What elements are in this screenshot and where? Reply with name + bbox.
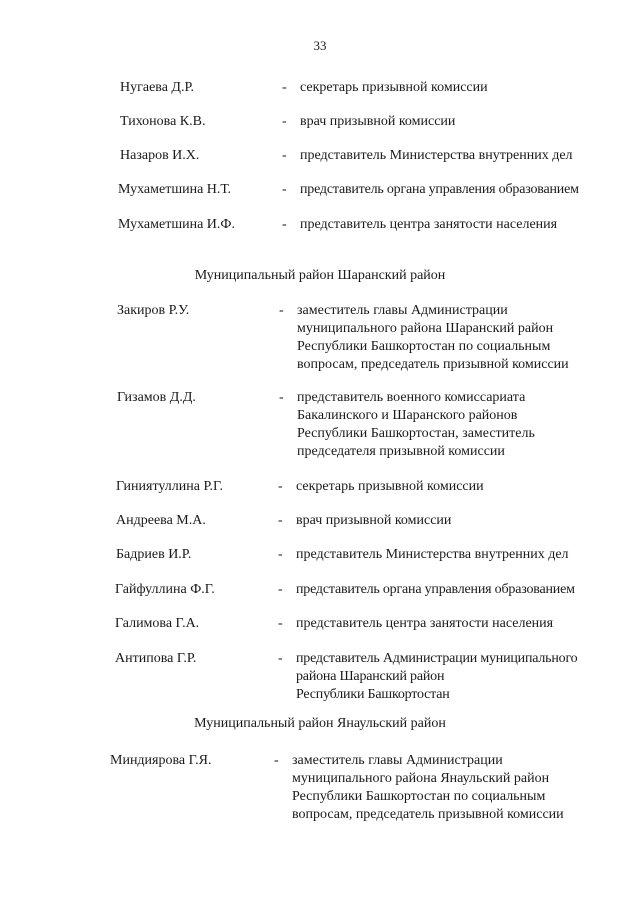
member-role: представитель Министерства внутренних дел xyxy=(296,547,569,562)
dash-separator: - xyxy=(282,114,287,129)
member-role: секретарь призывной комиссии xyxy=(296,479,484,494)
member-name: Андреева М.А. xyxy=(116,513,206,528)
dash-separator: - xyxy=(282,182,287,197)
member-name: Гайфуллина Ф.Г. xyxy=(115,582,215,597)
member-name: Гиниятуллина Р.Г. xyxy=(116,479,224,494)
member-role: представитель центра занятости населения xyxy=(296,616,554,631)
member-name: Тихонова К.В. xyxy=(120,114,206,129)
member-name: Мухаметшина Н.Т. xyxy=(118,182,232,197)
dash-separator: - xyxy=(282,217,287,232)
member-role: врач призывной комиссии xyxy=(296,513,452,528)
member-name: Закиров Р.У. xyxy=(117,303,190,318)
member-role: представитель Министерства внутренних дел xyxy=(300,148,573,163)
section-title-sharan: Муниципальный район Шаранский район xyxy=(194,268,446,283)
dash-separator: - xyxy=(278,547,283,562)
member-role: представитель органа управления образованием xyxy=(296,582,575,597)
dash-separator: - xyxy=(274,753,279,768)
dash-separator: - xyxy=(279,390,284,405)
member-name: Миндиярова Г.Я. xyxy=(110,753,212,768)
dash-separator: - xyxy=(278,479,283,494)
member-role: представитель военного комиссариата Бакалинского и Шаранского районов Республики Башкортостан, заместитель председателя призывной комиссии xyxy=(297,390,535,459)
page-number: 33 xyxy=(313,38,327,53)
member-role: представитель Администрации муниципального района Шаранский район Республики Башкортостан xyxy=(296,651,578,702)
member-name: Мухаметшина И.Ф. xyxy=(118,217,235,232)
dash-separator: - xyxy=(282,148,287,163)
member-name: Галимова Г.А. xyxy=(115,616,200,631)
member-role: врач призывной комиссии xyxy=(300,114,456,129)
member-role: представитель органа управления образованием xyxy=(300,182,579,197)
member-name: Бадриев И.Р. xyxy=(116,547,192,562)
dash-separator: - xyxy=(282,80,287,95)
section-title-yanaul: Муниципальный район Янаульский район xyxy=(194,716,446,731)
member-name: Антипова Г.Р. xyxy=(115,651,197,666)
member-name: Нугаева Д.Р. xyxy=(120,80,195,95)
dash-separator: - xyxy=(278,582,283,597)
dash-separator: - xyxy=(279,303,284,318)
dash-separator: - xyxy=(278,616,283,631)
member-name: Гизамов Д.Д. xyxy=(117,390,196,405)
member-name: Назаров И.Х. xyxy=(120,148,200,163)
member-role: представитель центра занятости населения xyxy=(300,217,558,232)
member-role: секретарь призывной комиссии xyxy=(300,80,488,95)
member-role: заместитель главы Администрации муниципального района Янаульский район Республики Башкортостан по социальным вопросам, председатель призывной комиссии xyxy=(292,753,564,822)
dash-separator: - xyxy=(278,513,283,528)
dash-separator: - xyxy=(278,651,283,666)
member-role: заместитель главы Администрации муниципального района Шаранский район Республики Башкортостан по социальным вопросам, председатель призывной комиссии xyxy=(297,303,569,372)
